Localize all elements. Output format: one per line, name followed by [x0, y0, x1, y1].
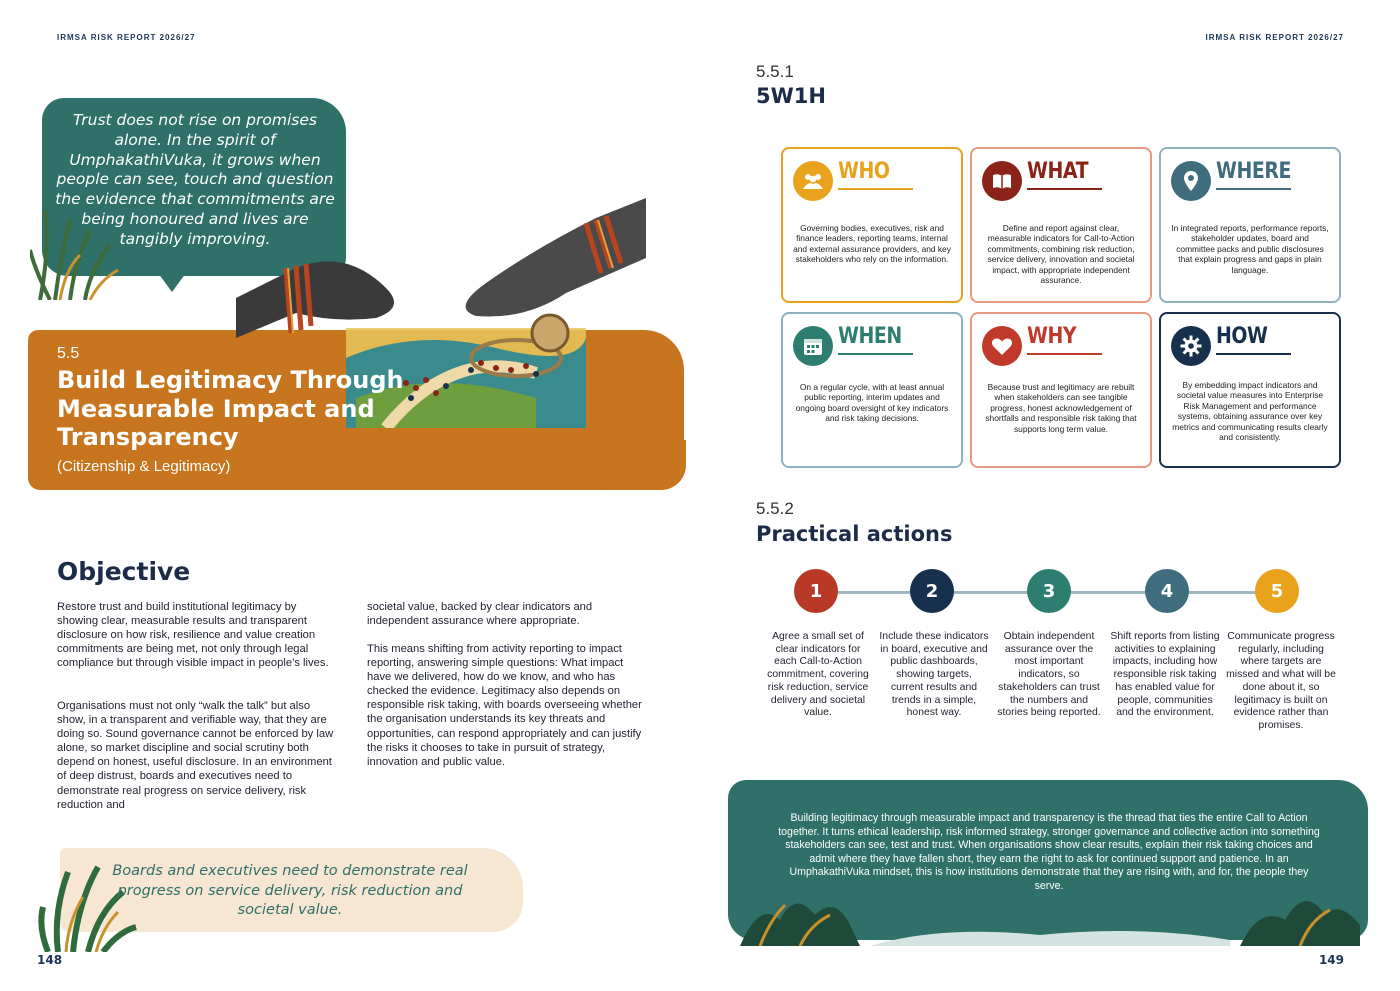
step-5-text: Communicate progress regularly, including where targets are missed and what will be done about it, so legitimacy is built on evidence rather than promises.: [1226, 631, 1336, 731]
practical-number: 5.5.2: [756, 499, 794, 518]
card-text: By embedding impact indicators and societal value measures into Enterprise Risk Management and performance systems, obtaining assurance over key metrics and communicating results clearly and consistently.: [1172, 380, 1328, 443]
card-underline: [1216, 188, 1291, 190]
step-3-badge: 3: [1027, 569, 1071, 613]
card-text: On a regular cycle, with at least annual public reporting, interim updates and ongoing board oversight of key indicators and risk taking decisions.: [795, 382, 949, 424]
quote-bubble-tail: [150, 262, 194, 292]
page-number-right: 149: [1318, 953, 1344, 967]
card-why: [970, 312, 1152, 468]
objective-heading: Objective: [57, 557, 191, 586]
card-text: Because trust and legitimacy are rebuilt when stakeholders can see tangible progress, honest acknowledgement of shortfalls and responsible risk taking that supports long term value.: [985, 382, 1137, 434]
step-1-badge: 1: [794, 569, 838, 613]
report-header-left: IRMSA RISK REPORT 2026/27: [57, 33, 196, 42]
section-subtitle: (Citizenship & Legitimacy): [57, 458, 231, 475]
card-how: [1159, 312, 1341, 468]
card-label: WHEN: [838, 324, 902, 349]
closing-text: Building legitimacy through measurable impact and transparency is the thread that ties the entire Call to Action together. It turns ethical leadership, risk informed strategy, stronger governance and collective action into something stakeholders can see, test and trust. When organisations show clear results, explain their risk taking choices and admit where they have fallen short, they earn the right to ask for continued support and patience. In an UmphakathiVuka mindset, this is how institutions demonstrate that they are rising with, and for, the people they serve.: [778, 812, 1320, 892]
card-label: WHERE: [1216, 159, 1291, 184]
card-what: [970, 147, 1152, 303]
card-label: WHY: [1027, 324, 1077, 349]
report-header-right: IRMSA RISK REPORT 2026/27: [1205, 33, 1344, 42]
step-3-text: Obtain independent assurance over the most important indicators, so stakeholders can trust the numbers and stories being reported.: [997, 631, 1101, 719]
calendar-icon: [793, 326, 833, 366]
gear-icon: [1171, 326, 1211, 366]
objective-paragraph-1: Restore trust and build institutional legitimacy by showing clear, measurable results and transparent disclosure on how risk, resilience and value creation commitments are being met, not only through legal compliance but through visible impact in people’s lives.: [57, 601, 329, 670]
card-label: WHAT: [1027, 159, 1089, 184]
practical-title: Practical actions: [756, 522, 953, 546]
heart-icon: [982, 326, 1022, 366]
step-5-badge: 5: [1255, 569, 1299, 613]
step-4-badge: 4: [1145, 569, 1189, 613]
location-pin-icon: [1171, 161, 1211, 201]
objective-paragraph-4: This means shifting from activity reporting to impact reporting, answering simple questions: What impact have we delivered, how do we know, and who has checked the evidence. Legitimacy also depends on responsible risk taking, with boards overseeing whether the organisation understands its key threats and opportunities, can respond appropriately and can justify the risks it chooses to take in pursuit of strategy, innovation and public value.: [367, 643, 642, 768]
book-icon: [982, 161, 1022, 201]
section-title: Build Legitimacy Through Measurable Impact and Transparency: [57, 366, 404, 451]
card-underline: [1027, 188, 1102, 190]
card-label: HOW: [1216, 324, 1268, 349]
w1h-title: 5W1H: [756, 84, 826, 108]
card-who: [781, 147, 963, 303]
card-label: WHO: [838, 159, 890, 184]
quote-bottom-text: Boards and executives need to demonstrate real progress on service delivery, risk reduction and societal value.: [112, 863, 468, 919]
card-text: Governing bodies, executives, risk and finance leaders, reporting teams, internal and external assurance providers, and key stakeholders who rely on the information.: [793, 223, 951, 265]
step-2-badge: 2: [910, 569, 954, 613]
step-1-text: Agree a small set of clear indicators for each Call-to-Action commitment, covering risk reduction, service delivery and societal value.: [767, 631, 869, 719]
section-number: 5.5: [57, 345, 80, 362]
card-where: [1159, 147, 1341, 303]
card-underline: [1027, 353, 1102, 355]
objective-paragraph-3: societal value, backed by clear indicators and independent assurance where appropriate.: [367, 601, 593, 628]
card-text: Define and report against clear, measurable indicators for Call-to-Action commitments, combining risk reduction, service delivery, innovation and societal impact, with appropriate independent assurance.: [987, 223, 1135, 286]
card-underline: [838, 353, 913, 355]
step-2-text: Include these indicators in board, executive and public dashboards, showing targets, current results and trends in a simple, honest way.: [879, 631, 989, 719]
page-number-left: 148: [37, 953, 63, 967]
card-underline: [838, 188, 913, 190]
quote-top-text: Trust does not rise on promises alone. In the spirit of UmphakathiVuka, it grows when people can see, touch and question the evidence that commitments are being honoured and lives are tangibly improving.: [55, 111, 335, 248]
grass-decoration: [30, 200, 120, 300]
step-4-text: Shift reports from listing activities to explaining impacts, including how responsible risk taking has enabled value for people, communities and the environment.: [1110, 631, 1220, 719]
card-when: [781, 312, 963, 468]
people-icon: [793, 161, 833, 201]
objective-paragraph-2: Organisations must not only “walk the talk” but also show, in a transparent and verifiable way, that they are doing so. Sound governance cannot be enforced by law alone, so market discipline and social scrutiny both depend on honest, useful disclosure. In an environment of deep distrust, boards and executives need to demonstrate real progress on service delivery, risk reduction and: [57, 700, 334, 811]
card-underline: [1216, 353, 1291, 355]
card-text: In integrated reports, performance reports, stakeholder updates, board and committee packs and public disclosures that explain progress and gaps in plain language.: [1171, 223, 1329, 275]
w1h-number: 5.5.1: [756, 62, 794, 81]
